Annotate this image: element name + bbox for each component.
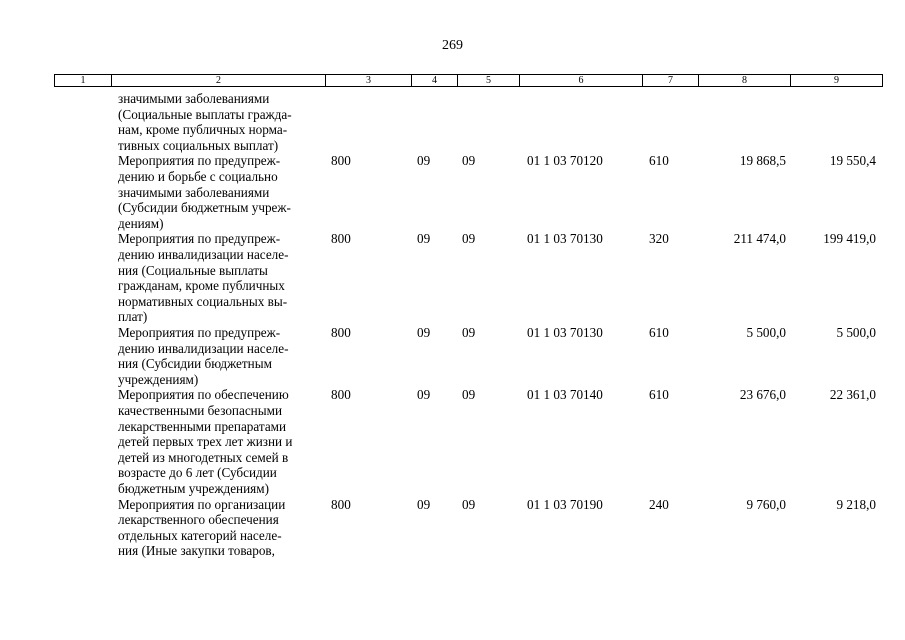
row-cell-c3: 800 [331,496,351,512]
row-cell-c3: 800 [331,231,351,247]
row-name-line: бюджетным учреждениям) [118,480,269,496]
row-name-cell [118,325,330,387]
row-cell-c5: 09 [462,325,476,340]
row-cell-c8: 5 500,0 [746,325,786,340]
row-name-line: гражданам, кроме публичных [118,278,285,294]
row-name-line: учреждениям) [118,371,199,387]
row-cell-c4: 09 [417,231,431,247]
row-name-line: ния (Социальные выплаты [118,262,268,278]
row-name-line: ния (Субсидии бюджетным [118,356,272,372]
row-cell-c5: 09 [462,496,476,512]
row-cell-c7: 240 [649,496,669,512]
row-name-line: (Субсидии бюджетным учреж- [118,200,291,216]
row-name-line: лекарственными препаратами [118,418,287,434]
row-cell-c9: 22 361,0 [829,387,876,403]
column-header-8: 8 [699,75,791,87]
row-cell-c9: 199 419,0 [823,231,876,247]
table-row [54,387,882,496]
row-cell-c3: 800 [331,325,351,340]
row-cell-c4: 09 [417,325,431,340]
row-cell-c7: 610 [649,153,669,169]
table-row [54,497,882,559]
row-cell-c8: 211 474,0 [733,231,786,247]
row-name-line: значимыми заболеваниями [118,91,270,106]
row-name-line: дениям) [118,215,164,231]
row-cell-c3: 800 [331,387,351,403]
row-cell-c6: 01 1 03 70140 [527,387,603,403]
row-cell-c5: 09 [462,153,476,169]
column-header-1: 1 [55,75,112,87]
row-cell-c4: 09 [417,153,431,169]
row-cell-c9: 5 500,0 [836,325,876,340]
row-name-line: дению инвалидизации населе- [118,340,289,356]
column-header-2: 2 [112,75,326,87]
row-cell-c3: 800 [331,153,351,169]
row-cell-c9: 9 218,0 [836,496,876,512]
row-cell-c6: 01 1 03 70130 [527,325,603,340]
row-cell-c4: 09 [417,387,431,403]
column-header-7: 7 [643,75,699,87]
table-row [54,153,882,231]
row-name-line: лекарственного обеспечения [118,512,279,528]
row-name-cell [118,153,330,231]
row-name-cell [118,387,330,496]
row-cell-c7: 610 [649,325,669,340]
column-header-5: 5 [458,75,520,87]
row-name-line: ния (Иные закупки товаров, [118,543,275,559]
row-cell-c8: 23 676,0 [739,387,786,403]
row-name-line: нам, кроме публичных норма- [118,122,288,138]
row-name-cell [118,497,330,559]
row-cell-c5: 09 [462,387,476,403]
table-row [54,91,882,153]
row-name-line: дению и борьбе с социально [118,168,278,184]
row-name-line: детей первых трех лет жизни и [118,434,293,450]
row-name-line: тивных социальных выплат) [118,137,279,153]
row-cell-c8: 19 868,5 [739,153,786,169]
row-name-line: качественными безопасными [118,402,282,418]
row-cell-c7: 320 [649,231,669,247]
row-name-line: значимыми заболеваниями [118,184,270,200]
column-header-9: 9 [791,75,883,87]
column-number-header [54,74,883,87]
row-name-line: плат) [118,309,148,325]
column-header-3: 3 [326,75,412,87]
row-name-line: возрасте до 6 лет (Субсидии [118,465,277,481]
row-name-line: Мероприятия по предупреж- [118,325,281,340]
table-row [54,325,882,387]
row-name-line: Мероприятия по предупреж- [118,153,281,169]
row-name-line: Мероприятия по организации [118,496,286,512]
row-cell-c6: 01 1 03 70130 [527,231,603,247]
row-name-line: Мероприятия по обеспечению [118,387,289,403]
row-name-line: Мероприятия по предупреж- [118,231,281,247]
column-header-6: 6 [520,75,643,87]
row-cell-c5: 09 [462,231,476,247]
row-cell-c9: 19 550,4 [829,153,876,169]
row-name-line: детей из многодетных семей в [118,449,289,465]
row-name-line: дению инвалидизации населе- [118,246,289,262]
row-cell-c7: 610 [649,387,669,403]
row-cell-c4: 09 [417,496,431,512]
row-cell-c6: 01 1 03 70190 [527,496,603,512]
row-name-line: отдельных категорий населе- [118,527,282,543]
row-cell-c8: 9 760,0 [746,496,786,512]
table-row [54,231,882,325]
row-cell-c6: 01 1 03 70120 [527,153,603,169]
row-name-cell [118,91,330,153]
row-name-line: (Социальные выплаты гражда- [118,106,292,122]
row-name-line: нормативных социальных вы- [118,293,288,309]
column-header-4: 4 [412,75,458,87]
page-number: 269 [442,38,463,53]
row-name-cell [118,231,330,325]
